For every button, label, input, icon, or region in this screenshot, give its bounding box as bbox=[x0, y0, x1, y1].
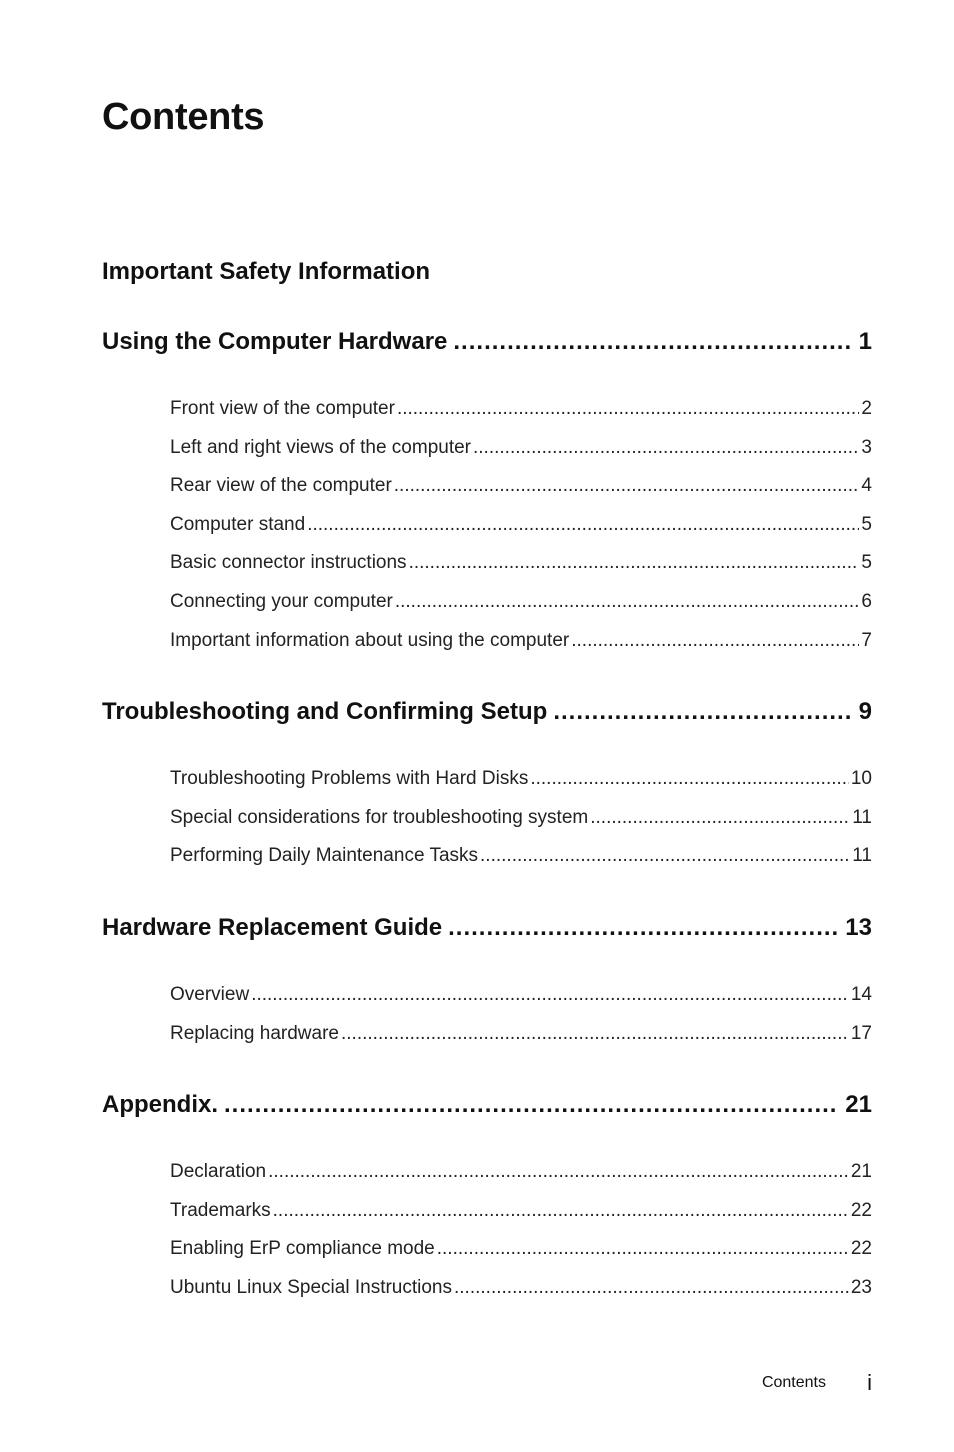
toc-entry-title: Trademarks bbox=[170, 1199, 271, 1221]
toc-entry-title: Rear view of the computer bbox=[170, 475, 392, 497]
toc-entry-page: 4 bbox=[861, 475, 872, 497]
toc-entry[interactable] bbox=[170, 544, 872, 583]
toc-entry[interactable] bbox=[170, 976, 872, 1015]
toc-section-title: Using the Computer Hardware bbox=[102, 328, 448, 355]
toc-entry-title: Enabling ErP compliance mode bbox=[170, 1238, 435, 1260]
toc-entry-page: 23 bbox=[850, 1276, 872, 1298]
toc-entry-page: 14 bbox=[850, 983, 872, 1005]
dot-leader bbox=[473, 429, 859, 468]
dot-leader bbox=[251, 976, 849, 1015]
toc-entry-page: 5 bbox=[861, 513, 872, 535]
toc-section-troubleshooting bbox=[102, 690, 872, 906]
toc-entry[interactable] bbox=[170, 1192, 872, 1231]
toc-entry[interactable] bbox=[170, 760, 872, 799]
toc-section-title: Troubleshooting and Confirming Setup bbox=[102, 698, 548, 726]
dot-leader bbox=[553, 690, 852, 734]
toc-section-heading[interactable] bbox=[102, 906, 872, 976]
dot-leader bbox=[454, 1269, 849, 1308]
toc-entry-page: 22 bbox=[850, 1238, 872, 1260]
toc-entry-title: Declaration bbox=[170, 1161, 267, 1183]
dot-leader bbox=[341, 1015, 849, 1054]
toc-section-heading[interactable] bbox=[102, 320, 872, 390]
toc-entry[interactable] bbox=[170, 506, 872, 545]
toc-entry[interactable] bbox=[170, 1269, 872, 1308]
toc-section-page: 13 bbox=[845, 913, 872, 941]
toc-entry-title: Important information about using the computer bbox=[170, 629, 570, 651]
dot-leader bbox=[437, 1230, 849, 1269]
toc-entry[interactable] bbox=[170, 583, 872, 622]
toc-entry[interactable] bbox=[170, 837, 872, 876]
toc-section-title: Important Safety Information bbox=[102, 258, 431, 285]
dot-leader bbox=[224, 1083, 839, 1127]
toc-entry-page: 11 bbox=[852, 806, 872, 828]
toc-entry-page: 17 bbox=[850, 1022, 872, 1044]
table-of-contents bbox=[102, 250, 872, 1308]
dot-leader bbox=[453, 320, 852, 364]
dot-leader bbox=[571, 622, 859, 661]
toc-section-heading[interactable] bbox=[102, 690, 872, 760]
toc-entry[interactable] bbox=[170, 799, 872, 838]
toc-entry-title: Computer stand bbox=[170, 513, 306, 535]
toc-entry-title: Replacing hardware bbox=[170, 1022, 339, 1044]
toc-entry-title: Connecting your computer bbox=[170, 590, 393, 612]
toc-section-replacement bbox=[102, 906, 872, 1083]
toc-entry[interactable] bbox=[170, 1230, 872, 1269]
toc-entry[interactable] bbox=[170, 622, 872, 661]
dot-leader bbox=[394, 467, 860, 506]
toc-entry[interactable] bbox=[170, 1153, 872, 1192]
page-footer bbox=[0, 1372, 954, 1396]
dot-leader bbox=[307, 506, 859, 545]
toc-entry-page: 21 bbox=[850, 1161, 872, 1183]
toc-entry-title: Performing Daily Maintenance Tasks bbox=[170, 845, 479, 867]
toc-entry-title: Basic connector instructions bbox=[170, 552, 407, 574]
toc-entry-page: 11 bbox=[852, 845, 872, 867]
toc-entry-page: 22 bbox=[850, 1199, 872, 1221]
toc-entry-page: 3 bbox=[861, 436, 872, 458]
toc-entry-title: Special considerations for troubleshooting system bbox=[170, 806, 589, 828]
toc-entry-page: 5 bbox=[861, 552, 872, 574]
toc-entry-page: 7 bbox=[861, 629, 872, 651]
toc-entry-title: Troubleshooting Problems with Hard Disks bbox=[170, 768, 529, 790]
dot-leader bbox=[397, 390, 859, 429]
dot-leader bbox=[590, 799, 850, 838]
dot-leader bbox=[273, 1192, 849, 1231]
dot-leader bbox=[409, 544, 860, 583]
toc-entry-title: Ubuntu Linux Special Instructions bbox=[170, 1276, 452, 1298]
toc-section-safety bbox=[102, 250, 872, 320]
dot-leader bbox=[480, 837, 850, 876]
toc-entry-page: 6 bbox=[861, 590, 872, 612]
dot-leader bbox=[530, 760, 849, 799]
toc-section-heading[interactable] bbox=[102, 1083, 872, 1153]
page-number: i bbox=[867, 1370, 872, 1395]
toc-section-hardware bbox=[102, 320, 872, 690]
dot-leader bbox=[448, 906, 839, 950]
toc-entry-page: 10 bbox=[850, 768, 872, 790]
toc-entry[interactable] bbox=[170, 429, 872, 468]
toc-section-page: 9 bbox=[858, 698, 872, 726]
dot-leader bbox=[268, 1153, 849, 1192]
toc-entry-page: 2 bbox=[861, 398, 872, 419]
toc-section-appendix bbox=[102, 1083, 872, 1307]
toc-section-heading[interactable] bbox=[102, 250, 872, 320]
page-title: Contents bbox=[102, 96, 265, 138]
dot-leader bbox=[395, 583, 860, 622]
toc-entry[interactable] bbox=[170, 1015, 872, 1054]
toc-entry-title: Front view of the computer bbox=[170, 398, 395, 419]
toc-section-title: Hardware Replacement Guide bbox=[102, 913, 443, 941]
toc-entry[interactable] bbox=[170, 467, 872, 506]
toc-entry-title: Left and right views of the computer bbox=[170, 436, 471, 458]
toc-entry-title: Overview bbox=[170, 983, 250, 1005]
toc-entry[interactable] bbox=[170, 390, 872, 429]
toc-section-page: 1 bbox=[858, 328, 872, 355]
toc-section-title: Appendix. bbox=[102, 1091, 219, 1119]
footer-label: Contents bbox=[761, 1374, 826, 1391]
toc-section-page: 21 bbox=[845, 1091, 872, 1119]
